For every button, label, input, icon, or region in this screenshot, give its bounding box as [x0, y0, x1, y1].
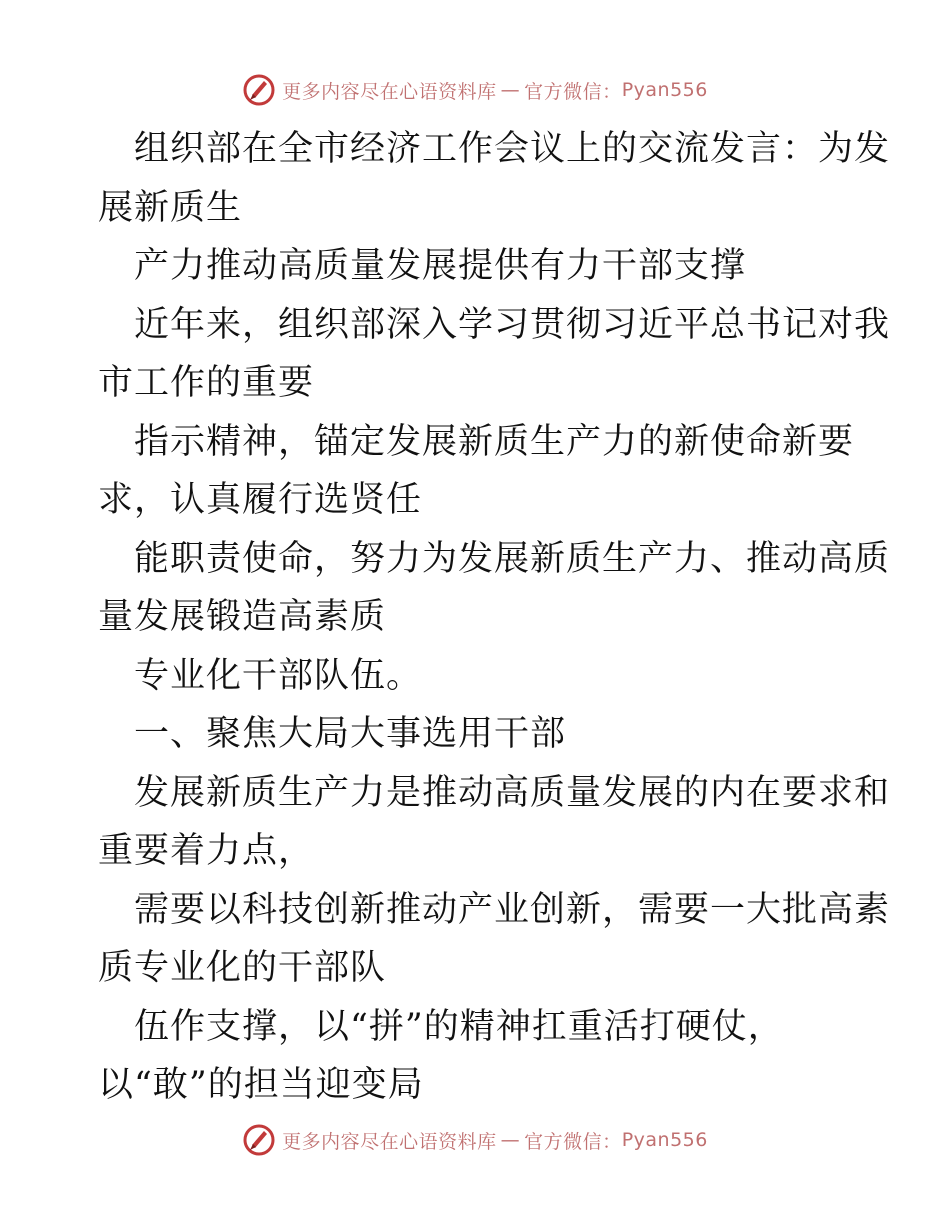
paragraph-line: 重要着力点， [98, 831, 315, 871]
watermark-label: 官方微信： [524, 1130, 622, 1153]
section-heading: 一、聚焦大局大事选用干部 [134, 714, 567, 754]
watermark-text: 更多内容尽在心语资料库 [282, 1130, 497, 1153]
paragraph-line: 专业化干部队伍。 [134, 655, 423, 696]
logo-icon [242, 73, 276, 107]
paragraph-line: 以“敢”的担当迎变局 [98, 1065, 424, 1105]
title-line-3: 产力推动高质量发展提供有力干部支撑 [134, 246, 747, 286]
paragraph-line: 需要以科技创新推动产业创新，需要一大批高素 [134, 889, 891, 930]
title-line-2: 展新质生 [98, 187, 243, 228]
paragraph-line: 伍作支撑，以“拼”的精神扛重活打硬仗， [134, 1006, 784, 1047]
watermark-id: Pyan556 [621, 79, 708, 101]
paragraph-line: 量发展锻造高素质 [98, 597, 387, 637]
watermark-dash: — [500, 79, 521, 101]
watermark-footer [0, 1120, 950, 1160]
watermark-text: 更多内容尽在心语资料库 [282, 80, 497, 103]
paragraph-line: 求，认真履行选贤任 [98, 480, 423, 520]
paragraph-line: 发展新质生产力是推动高质量发展的内在要求和 [134, 772, 891, 813]
paragraph-line: 指示精神，锚定发展新质生产力的新使命新要 [134, 421, 855, 462]
paragraph-line: 能职责使命，努力为发展新质生产力、推动高质 [134, 538, 891, 579]
watermark-dash: — [500, 1129, 521, 1151]
paragraph-line: 质专业化的干部队 [98, 948, 387, 988]
watermark-label: 官方微信： [524, 80, 622, 103]
logo-icon [242, 1123, 276, 1157]
watermark-header [0, 70, 950, 110]
title-line-1: 组织部在全市经济工作会议上的交流发言：为发 [134, 129, 891, 169]
paragraph-line: 市工作的重要 [98, 363, 315, 403]
document-body [98, 120, 891, 1115]
paragraph-line: 近年来，组织部深入学习贯彻习近平总书记对我 [134, 304, 891, 345]
watermark-id: Pyan556 [621, 1129, 708, 1151]
